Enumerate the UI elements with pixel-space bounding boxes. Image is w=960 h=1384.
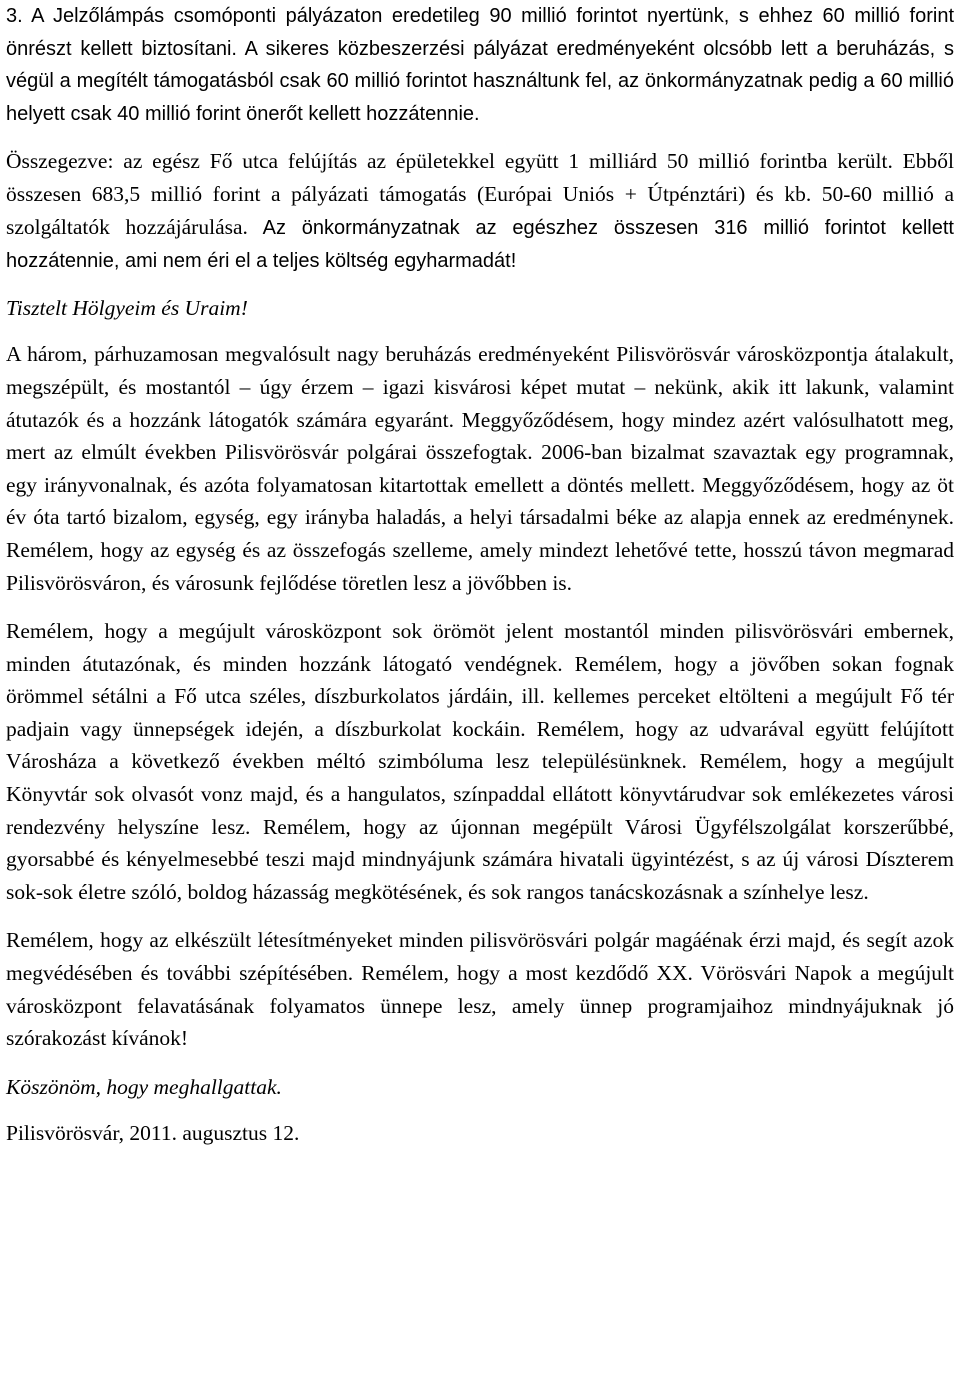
summary-paragraph [6,145,954,277]
body-paragraph-1: A három, párhuzamosan megvalósult nagy beruházás eredményeként Pilisvörösvár városközpontja átalakult, megszépült, és mostantól – úgy érzem – igazi kisvárosi képet mutat – nekünk, akik itt lakunk, valamint átutazók és a hozzánk látogatók számára egyaránt. Meggyőződésem, hogy mindez azért valósulhatott meg, mert az elmúlt években Pilisvörösvár polgárai összefogtak. 2006-ban bizalmat szavaztak egy programnak, egy irányvonalnak, és azóta folyamatosan kitartottak emellett a döntés mellett. Meggyőződésem, hogy az öt év óta tartó bizalom, egység, egy irányba haladás, a helyi társadalmi béke az alapja ennek az eredménynek. Remélem, hogy az egység és az összefogás szelleme, amely mindezt lehetővé tette, hosszú távon megmarad Pilisvörösváron, és városunk fejlődése töretlen lesz a jövőbben is. [6,342,954,595]
closing-line: Köszönöm, hogy meghallgattak. [6,1074,282,1099]
summary-text-part-2: Az önkormányzatnak az egészhez összesen 316 millió forintot kellett hozzátennie, ami nem éri el a teljes költség egyharmadát! [6,216,954,273]
body-paragraph-3: Remélem, hogy az elkészült létesítményeket minden pilisvörösvári polgár magáénak érzi majd, és segít azok megvédésében és további szépítésében. Remélem, hogy a most kezdődő XX. Vörösvári Napok a megújult városközpont felavatásának folyamatos ünnepe lesz, amely ünnep programjaihoz mindnyájuknak jó szórakozást kívánok! [6,928,954,1051]
body-paragraph-2: Remélem, hogy a megújult városközpont sok örömöt jelent mostantól minden pilisvörösvári embernek, minden átutazónak, és minden hozzánk látogató vendégnek. Remélem, hogy a jövőben sokan fognak örömmel sétálni a Fő utca széles, díszburkolatos járdáin, ill. kellemes perceket eltölteni a megújult Fő tér padjain vagy ünnepségek idején, a díszburkolat kockáin. Remélem, hogy az udvarával együtt felújított Városháza a következő években méltó szimbóluma lesz településünknek. Remélem, hogy a megújult Könyvtár sok olvasót vonz majd, és a hangulatos, színpaddal ellátott könyvtárudvar sok emlékezetes városi rendezvény helyszíne lesz. Remélem, hogy az újonnan megépült Városi Ügyfélszolgálat korszerűbbé, gyorsabbé és kényelmesebbé teszi majd mindnyájunk számára hivatali ügyintézést, s az új városi Díszterem sok-sok életre szóló, boldog házasság megkötésének, és sok rangos tanácskozásnak a színhelye lesz. [6,619,954,904]
summary-text-part-1: Összegezve: az egész Fő utca felújítás az épületekkel együtt 1 milliárd 50 millió forintba került. Ebből összesen 683,5 millió forint a pályázati támogatás (Európai Uniós + Útpénztári) és kb. 50-60 millió a szolgáltatók hozzájárulása. [6,149,954,239]
item-3-paragraph: 3. A Jelzőlámpás csomóponti pályázaton eredetileg 90 millió forintot nyertünk, s ehhez 60 millió forint önrészt kellett biztosítani. A sikeres közbeszerzési pályázat eredményeként olcsóbb lett a beruházás, s végül a megítélt támogatásból csak 60 millió forintot használtunk fel, az önkormányzatnak pedig a 60 millió helyett csak 40 millió forint önerőt kellett hozzátennie. [6,5,954,125]
greeting: Tisztelt Hölgyeim és Uraim! [6,295,248,320]
document-page [6,0,954,1150]
place-and-date: Pilisvörösvár, 2011. augusztus 12. [6,1121,300,1146]
